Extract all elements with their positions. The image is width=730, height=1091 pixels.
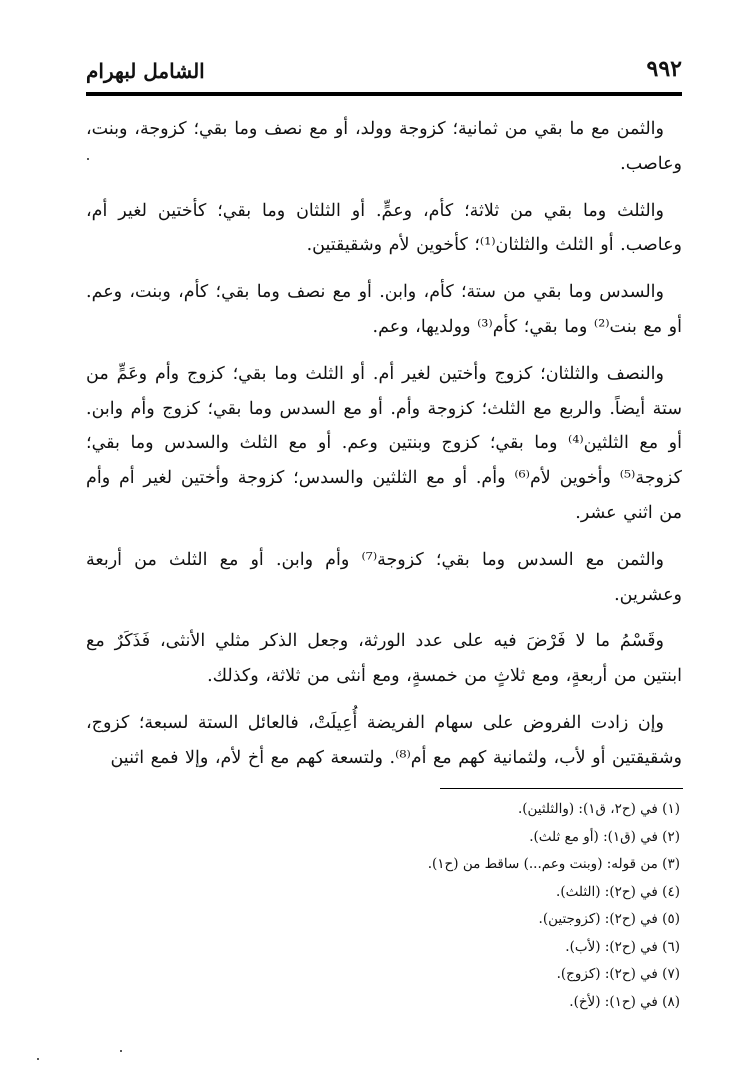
footnote: (١) في (ح٢، ق١): (والثلثين). bbox=[517, 801, 680, 817]
paragraph: وقَسْمُ ما لا فَرْضَ فيه على عدد الورثة، وجعل الذكر مثلي الأنثى، فَذَكَرٌ مع ابنتين من أربعةٍ، ومع ثلاثٍ من خمسةٍ، ومع أنثى من ثلاثة، وكذلك. bbox=[86, 631, 682, 687]
paragraph: والثمن مع السدس وما بقي؛ كزوجة⁽⁷⁾ وأم وابن. أو مع الثلث من أربعة وعشرين. bbox=[86, 549, 682, 605]
paragraph: والثمن مع ما بقي من ثمانية؛ كزوجة وولد، أو مع نصف وما بقي؛ كزوجة، وبنت، وعاصب. bbox=[86, 119, 682, 174]
page-number: ٩٩٢ bbox=[646, 56, 682, 82]
main-text bbox=[86, 112, 682, 788]
footnotes bbox=[86, 796, 682, 1016]
paragraph: والسدس وما بقي من ستة؛ كأم، وابن. أو مع نصف وما بقي؛ كأم، وبنت، وعم. أو مع بنت⁽²⁾ وما بقي؛ كأم⁽³⁾ وولديها، وعم. bbox=[86, 282, 682, 337]
footnote: (٣) من قوله: (وبنت وعم...) ساقط من (ح١). bbox=[427, 856, 680, 872]
page-header bbox=[86, 52, 682, 88]
scan-speck bbox=[37, 1058, 39, 1060]
paragraph: والنصف والثلثان؛ كزوج وأختين لغير أم. أو الثلث وما بقي؛ كزوج وأم وعَمٍّ من ستة أيضاً. والربع مع الثلث؛ كزوجة وأم. أو مع السدس وما بقي؛ كزوج وأم وابن. أو مع الثلثين⁽⁴⁾ وما بقي؛ كزوج وبنتين وعم. أو مع الثلث والسدس وما بقي؛ كزوجة⁽⁵⁾ وأخوين لأم⁽⁶⁾ وأم. أو مع الثلثين والسدس؛ كزوجة وأختين لغير أم وأم من اثني عشر. bbox=[86, 363, 682, 523]
footnote: (٢) في (ق١): (أو مع ثلث). bbox=[529, 828, 680, 845]
scan-speck bbox=[120, 1050, 122, 1052]
paragraph: والثلث وما بقي من ثلاثة؛ كأم، وعمٍّ. أو الثلثان وما بقي؛ كأختين لغير أم، وعاصب. أو الثلث والثلثان⁽¹⁾؛ كأخوين لأم وشقيقتين. bbox=[86, 200, 682, 256]
running-title: الشامل لبهرام bbox=[86, 59, 205, 83]
scan-speck bbox=[87, 158, 89, 160]
footnote: (٧) في (ح٢): (كزوج). bbox=[556, 966, 680, 982]
footnote-separator bbox=[440, 788, 683, 789]
paragraph: وإن زادت الفروض على سهام الفريضة أُعِيلَتْ، فالعائل الستة لسبعة؛ كزوج، وشقيقتين أو لأب، ولثمانية كهم مع أم⁽⁸⁾. ولتسعة كهم مع أخ لأم، وإلا فمع اثنين bbox=[86, 712, 682, 768]
footnote: (٤) في (ح٢): (الثلث). bbox=[556, 883, 680, 900]
footnote: (٥) في (ح٢): (كزوجتين). bbox=[538, 911, 680, 927]
footnote: (٨) في (ح١): (لأخ). bbox=[569, 993, 680, 1010]
header-rule bbox=[86, 92, 682, 96]
footnote: (٦) في (ح٢): (لأب). bbox=[565, 938, 680, 955]
